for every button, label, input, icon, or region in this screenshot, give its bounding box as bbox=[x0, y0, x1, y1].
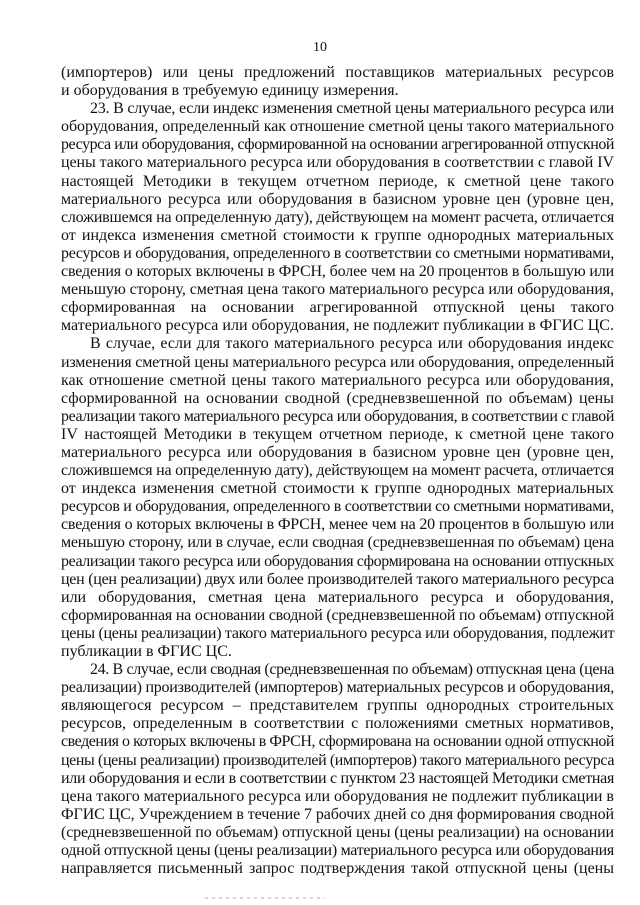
text-line: материального ресурса или оборудования в базисном уровне цен (уровне цен, bbox=[61, 190, 614, 208]
text-line: как отношение сметной цены такого материального ресурса или оборудования, bbox=[61, 371, 614, 389]
text-line: (импортеров) или цены предложений поставщиков материальных ресурсов bbox=[61, 64, 614, 81]
text-line: меньшую сторону, сметная цена такого материального ресурса или оборудования, bbox=[61, 281, 615, 299]
text-line: сложившемся на определенную дату), действующем на момент расчета, отличается bbox=[61, 462, 614, 480]
text-line: сведения о которых включены в ФРСН, менее чем на 20 процентов в большую или bbox=[61, 516, 615, 534]
text-line: 24. В случае, если сводная (средневзвешенная по объемам) отпускная цена (цена bbox=[90, 661, 614, 679]
text-line: сведения о которых включены в ФРСН, сформирована на основании одной отпускной bbox=[61, 733, 614, 751]
scan-artifact bbox=[205, 897, 325, 899]
text-line: реализации) производителей (импортеров) материальных ресурсов и оборудования, bbox=[61, 679, 614, 697]
text-line: материального ресурса или оборудования, не подлежит публикации в ФГИС ЦС. bbox=[61, 317, 614, 335]
document-body bbox=[61, 64, 614, 878]
text-line: сформированная на основании агрегированной отпускной цены такого bbox=[61, 299, 614, 317]
text-line: цен (цен реализации) двух или более производителей такого материального ресурса bbox=[61, 570, 614, 588]
text-line: сложившемся на определенную дату), действующем на момент расчета, отличается bbox=[61, 208, 614, 226]
text-line: или оборудования, сметная цена материального ресурса и оборудования, bbox=[61, 588, 614, 606]
text-line: направляется письменный запрос подтверждения такой отпускной цены (цены bbox=[61, 860, 614, 878]
text-line: изменения сметной цены материального ресурса или оборудования, определенный bbox=[61, 353, 614, 371]
text-line: цены (цены реализации) производителей (импортеров) такого материального ресурса bbox=[61, 751, 615, 769]
text-line: ресурсов и оборудования, определенного в соответствии со сметными нормативами, bbox=[61, 498, 614, 516]
text-line: или оборудования и если в соответствии с пунктом 23 настоящей Методики сметная bbox=[61, 769, 615, 787]
page-number: 10 bbox=[313, 40, 327, 55]
text-line: оборудования, определенный как отношение сметной цены такого материального bbox=[61, 118, 614, 136]
text-line: сформированной на основании сводной (средневзвешенной по объемам) цены bbox=[61, 389, 614, 407]
text-line: от индекса изменения сметной стоимости к группе однородных материальных bbox=[61, 226, 614, 244]
text-line: сформированная на основании сводной (средневзвешенной по объемам) отпускной bbox=[61, 606, 614, 624]
text-line: В случае, если для такого материального ресурса или оборудования индекс bbox=[90, 335, 614, 353]
text-line: ресурсов, определенным в соответствии с положениями сметных нормативов, bbox=[61, 715, 615, 733]
text-line: от индекса изменения сметной стоимости к группе однородных материальных bbox=[61, 480, 614, 498]
text-line: меньшую сторону, или в случае, если сводная (средневзвешенная по объемам) цена bbox=[61, 534, 614, 552]
text-line: цена такого материального ресурса или оборудования не подлежит публикации в bbox=[61, 787, 614, 805]
text-line: одной отпускной цены (цены реализации) материального ресурса или оборудования bbox=[61, 842, 614, 860]
text-line: реализации такого материального ресурса или оборудования, в соответствии с главой bbox=[61, 407, 614, 425]
text-line: настоящей Методики в текущем отчетном периоде, к сметной цене такого bbox=[61, 172, 615, 190]
text-line: публикации в ФГИС ЦС. bbox=[61, 643, 232, 660]
text-line: реализации такого ресурса или оборудования сформирована на основании отпускных bbox=[61, 552, 614, 570]
text-line: материального ресурса или оборудования в базисном уровне цен (уровне цен, bbox=[61, 443, 614, 461]
text-line: ресурса или оборудования, сформированной на основании агрегированной отпускной bbox=[61, 136, 614, 154]
text-line: и оборудования в требуемую единицу измерения. bbox=[61, 82, 399, 100]
text-line: IV настоящей Методики в текущем отчетном периоде, к сметной цене такого bbox=[61, 425, 615, 443]
text-line: ФГИС ЦС, Учреждением в течение 7 рабочих дней со дня формирования сводной bbox=[61, 805, 615, 823]
text-line: (средневзвешенной по объемам) отпускной цены (цены реализации) на основании bbox=[61, 823, 614, 841]
text-line: сведения о которых включены в ФРСН, более чем на 20 процентов в большую или bbox=[61, 263, 615, 281]
text-line: цены такого материального ресурса или оборудования в соответствии с главой IV bbox=[61, 154, 614, 172]
text-line: являющегося ресурсом – представителем группы однородных строительных bbox=[61, 697, 614, 715]
text-line: цены (цены реализации) такого материального ресурса или оборудования, подлежит bbox=[61, 624, 615, 642]
text-line: 23. В случае, если индекс изменения сметной цены материального ресурса или bbox=[90, 100, 614, 118]
text-line: ресурсов и оборудования, определенного в соответствии со сметными нормативами, bbox=[61, 244, 614, 262]
